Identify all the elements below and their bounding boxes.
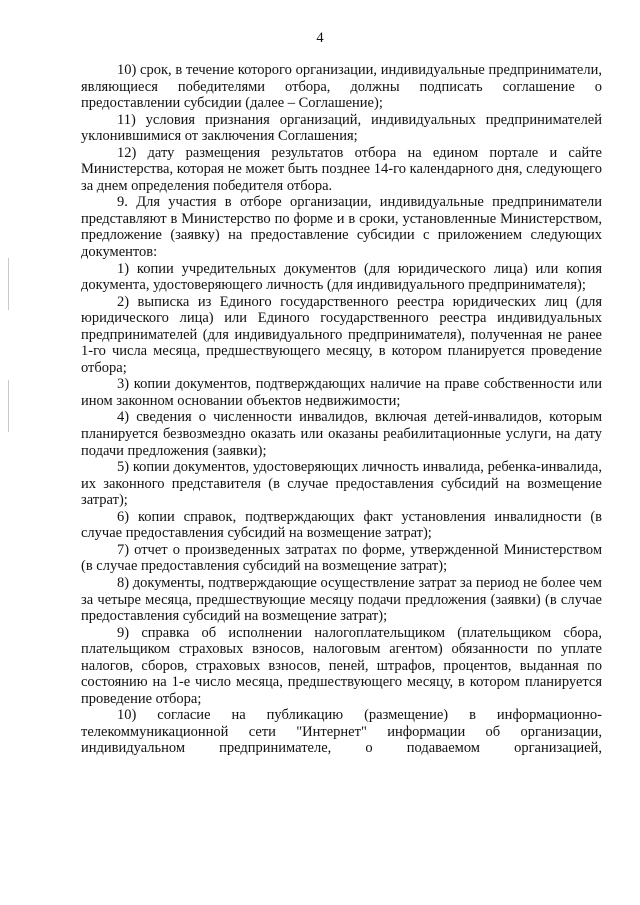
paragraph-doc-9: 9) справка об исполнении налогоплательщиком (плательщиком сбора, плательщиком страховых взносов, налоговым агентом) обязанности по уплате налогов, сборов, страховых взносов, пеней, штрафов, процентов, выданная по состоянию на 1-е число месяца, предшествующего месяцу, в котором планируется проведение отбора; <box>81 624 602 707</box>
paragraph-doc-8: 8) документы, подтверждающие осуществление затрат за период не более чем за четыре месяца, предшествующие месяцу подачи предложения (заявки) (в случае предоставления субсидий на возмещение затрат); <box>81 574 602 625</box>
paragraph-clause-9: 9. Для участия в отборе организации, индивидуальные предприниматели представляют в Министерство по форме и в сроки, установленные Министерством, предложение (заявку) на предоставление субсидии с приложением следующих документов: <box>81 194 602 261</box>
page-number: 4 <box>316 30 324 46</box>
paragraph-item-10-deadline: 10) срок, в течение которого организации, индивидуальные предприниматели, являющиеся победителями отбора, должны подписать соглашение о предоставлении субсидии (далее – Соглашение); <box>81 62 602 112</box>
margin-mark <box>8 380 9 432</box>
paragraph-doc-2: 2) выписка из Единого государственного реестра юридических лиц (для юридического лица) или Единого государственного реестра индивидуальных предпринимателей (для индивидуального предпринимателя), полученная не ранее 1-го числа месяца, предшествующего месяцу, в котором планируется проведение отбора; <box>81 293 602 376</box>
margin-mark <box>8 258 9 310</box>
paragraph-doc-1: 1) копии учредительных документов (для юридического лица) или копия документа, удостоверяющего личность (для индивидуального предпринимателя); <box>81 260 602 294</box>
paragraph-doc-10: 10) согласие на публикацию (размещение) в информационно-телекоммуникационной сети "Интернет" информации об организации, индивидуальном предпринимателе, о подаваемом организацией, <box>81 707 602 757</box>
paragraph-item-11-conditions: 11) условия признания организаций, индивидуальных предпринимателей уклонившимися от заключения Соглашения; <box>81 111 602 145</box>
paragraph-doc-6: 6) копии справок, подтверждающих факт установления инвалидности (в случае предоставления субсидий на возмещение затрат); <box>81 508 602 542</box>
paragraph-doc-3: 3) копии документов, подтверждающих наличие на праве собственности или ином законном основании объектов недвижимости; <box>81 376 602 409</box>
paragraph-doc-4: 4) сведения о численности инвалидов, включая детей-инвалидов, которым планируется безвозмездно оказать или оказаны реабилитационные услуги, на дату подачи предложения (заявки); <box>81 409 602 459</box>
paragraph-doc-7: 7) отчет о произведенных затратах по форме, утвержденной Министерством (в случае предоставления субсидий на возмещение затрат); <box>81 541 602 575</box>
document-body <box>81 62 602 757</box>
paragraph-doc-5: 5) копии документов, удостоверяющих личность инвалида, ребенка-инвалида, их законного представителя (в случае предоставления субсидий на возмещение затрат); <box>81 459 602 509</box>
paragraph-item-12-results-date: 12) дату размещения результатов отбора на едином портале и сайте Министерства, которая не может быть позднее 14-го календарного дня, следующего за днем определения победителя отбора. <box>81 144 602 194</box>
